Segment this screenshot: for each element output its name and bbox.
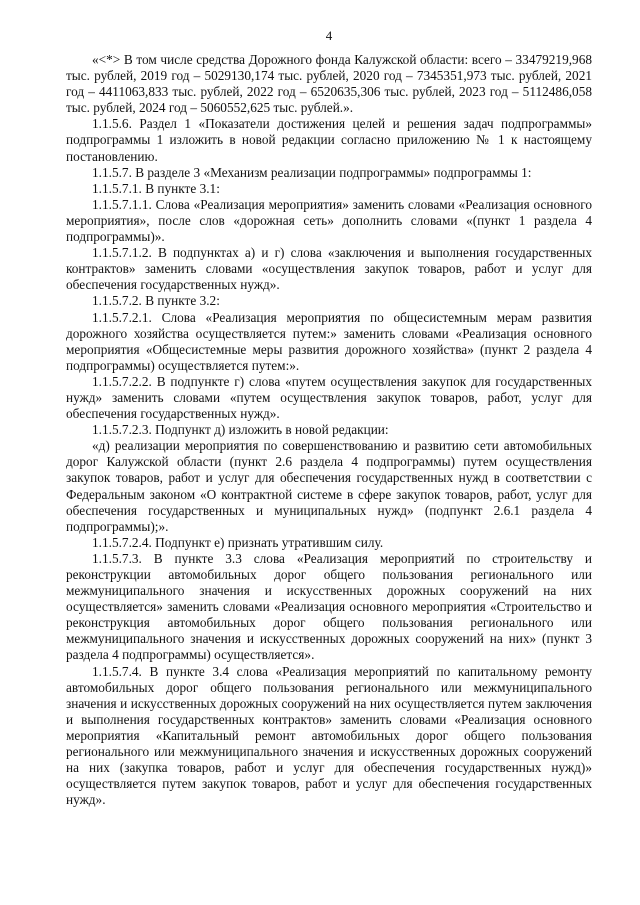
paragraph-1-1-5-7-3: 1.1.5.7.3. В пункте 3.3 слова «Реализация мероприятий по строительству и реконструкции автомобильных дорог общего пользования регионального или межмуниципального значения и искусственных дорожных сооружений на них осуществляется» заменить словами «Реализация основного мероприятия «Строительство и реконструкция автомобильных дорог общего пользования регионального или межмуниципального значения и искусственных дорожных сооружений на них» (пункт 3 раздела 4 подпрограммы) осуществляется». [66, 550, 592, 663]
document-body [66, 52, 592, 808]
paragraph-1-1-5-7-4: 1.1.5.7.4. В пункте 3.4 слова «Реализация мероприятий по капитальному ремонту автомобильных дорог общего пользования регионального или межмуниципального значения и искусственных дорожных сооружений на них осуществляется путем заключения и выполнения государственных контрактов» заменить словами «Реализация основного мероприятия «Капитальный ремонт автомобильных дорог общего пользования регионального или межмуниципального значения и искусственных дорожных сооружений на них (закупка товаров, работ и услуг для обеспечения государственных нужд)» осуществляется путем закупок товаров, работ и услуг для обеспечения государственных нужд». [66, 663, 592, 808]
paragraph-subpoint-d-text: «д) реализации мероприятия по совершенствованию и развитию сети автомобильных дорог Калужской области (пункт 2.6 раздела 4 подпрограммы) путем осуществления закупок товаров, работ и услуг для обеспечения государственных нужд в соответствии с Федеральным законом «О контрактной системе в сфере закупок товаров, работ, услуг для обеспечения государственных и муниципальных нужд» (подпункт 2.6.1 раздела 4 подпрограммы);». [66, 438, 592, 534]
paragraph-1-1-5-7-1-1: 1.1.5.7.1.1. Слова «Реализация мероприятия» заменить словами «Реализация основного мероприятия», после слов «дорожная сеть» дополнить словами «(пункт 1 раздела 4 подпрограммы)». [66, 196, 592, 245]
paragraph-1-1-5-7-2-1: 1.1.5.7.2.1. Слова «Реализация мероприятия по общесистемным мерам развития дорожного хозяйства осуществляется путем:» заменить словами «Реализация основного мероприятия «Общесистемные меры развития дорожного хозяйства» (пункт 2 раздела 4 подпрограммы) осуществляется путем:». [66, 309, 592, 373]
paragraph-1-1-5-7-2: 1.1.5.7.2. В пункте 3.2: [92, 293, 220, 309]
paragraph-1-1-5-7: 1.1.5.7. В разделе 3 «Механизм реализации подпрограммы» подпрограммы 1: [92, 164, 532, 180]
paragraph-1-1-5-6: 1.1.5.6. Раздел 1 «Показатели достижения целей и решения задач подпрограммы» подпрограммы 1 изложить в новой редакции согласно приложению № 1 к настоящему постановлению. [66, 116, 592, 164]
page-number: 4 [325, 28, 333, 43]
paragraph-fund-footnote: «<*> В том числе средства Дорожного фонда Калужской области: всего – 33479219,968 тыс. рублей, 2019 год – 5029130,174 тыс. рублей, 2020 год – 7345351,973 тыс. рублей, 2021 год – 4411063,833 тыс. рублей, 2022 год – 6520635,306 тыс. рублей, 2023 год – 5112486,058 тыс. рублей, 2024 год – 5060552,625 тыс. рублей.». [66, 52, 592, 116]
paragraph-1-1-5-7-2-4: 1.1.5.7.2.4. Подпункт е) признать утратившим силу. [92, 534, 384, 550]
paragraph-1-1-5-7-1-2: 1.1.5.7.1.2. В подпунктах а) и г) слова «заключения и выполнения государственных контрактов» заменить словами «осуществления закупок товаров, работ и услуг для обеспечения государственных нужд». [66, 245, 592, 293]
paragraph-1-1-5-7-2-3: 1.1.5.7.2.3. Подпункт д) изложить в новой редакции: [92, 422, 389, 438]
paragraph-1-1-5-7-2-2: 1.1.5.7.2.2. В подпункте г) слова «путем осуществления закупок для государственных нужд» заменить словами «путем осуществления закупок товаров, работ, услуг для обеспечения государственных нужд». [66, 373, 592, 422]
paragraph-1-1-5-7-1: 1.1.5.7.1. В пункте 3.1: [92, 180, 220, 196]
